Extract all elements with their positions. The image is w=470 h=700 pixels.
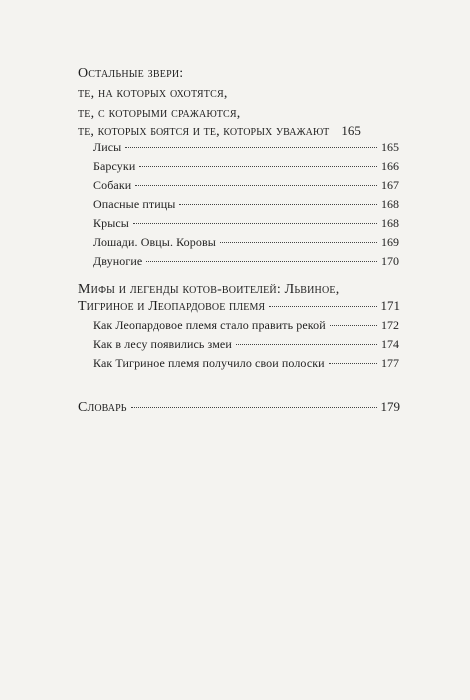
heading-line: Тигриное и Леопардовое племя bbox=[78, 299, 266, 314]
toc-entry[interactable] bbox=[93, 159, 399, 177]
entry-title: Опасные птицы bbox=[93, 197, 176, 211]
toc-heading-row[interactable] bbox=[78, 399, 400, 417]
page-number: 174 bbox=[381, 337, 399, 351]
entry-title: Лошади. Овцы. Коровы bbox=[93, 235, 216, 249]
page-number: 167 bbox=[381, 178, 399, 192]
heading-line: Остальные звери: bbox=[78, 66, 184, 81]
toc-entry[interactable] bbox=[93, 235, 399, 253]
dot-leader bbox=[329, 363, 377, 364]
dot-leader bbox=[330, 325, 377, 326]
heading-line: те, на которых охотятся, bbox=[78, 86, 228, 101]
page-number: 166 bbox=[381, 159, 399, 173]
toc-heading-row[interactable] bbox=[78, 123, 400, 141]
dot-leader bbox=[236, 344, 377, 345]
entry-title: Как в лесу появились змеи bbox=[93, 337, 232, 351]
toc-entry[interactable] bbox=[93, 254, 399, 272]
dot-leader bbox=[131, 407, 377, 408]
toc-entry[interactable] bbox=[93, 318, 399, 336]
page-number: 168 bbox=[381, 216, 399, 230]
entry-title: Как Леопардовое племя стало править рекой bbox=[93, 318, 326, 332]
page-number: 165 bbox=[381, 140, 399, 154]
entry-title: Крысы bbox=[93, 216, 129, 230]
heading-line: Мифы и легенды котов-воителей: Львиное, bbox=[78, 282, 340, 297]
toc-entry[interactable] bbox=[93, 356, 399, 374]
entry-title: Собаки bbox=[93, 178, 132, 192]
heading-line: те, которых боятся и те, которых уважают bbox=[78, 124, 330, 139]
toc-heading-row[interactable] bbox=[78, 298, 400, 316]
entry-title: Барсуки bbox=[93, 159, 136, 173]
dot-leader bbox=[179, 204, 377, 205]
dot-leader bbox=[135, 185, 377, 186]
page-number: 172 bbox=[381, 318, 399, 332]
dot-leader bbox=[139, 166, 377, 167]
dot-leader bbox=[220, 242, 377, 243]
toc-entry[interactable] bbox=[93, 337, 399, 355]
section-heading bbox=[78, 64, 240, 124]
section-heading bbox=[78, 280, 339, 300]
page-number: 170 bbox=[381, 254, 399, 268]
dot-leader bbox=[133, 223, 377, 224]
heading-line: те, с которыми сражаются, bbox=[78, 106, 241, 121]
entry-title: Лисы bbox=[93, 140, 122, 154]
heading-line: Словарь bbox=[78, 400, 127, 415]
page-number: 179 bbox=[380, 399, 400, 414]
dot-leader bbox=[125, 147, 377, 148]
toc-entry[interactable] bbox=[93, 178, 399, 196]
toc-entry[interactable] bbox=[93, 140, 399, 158]
dot-leader bbox=[269, 306, 376, 307]
entry-title: Как Тигриное племя получило свои полоски bbox=[93, 356, 325, 370]
page-number: 171 bbox=[380, 298, 400, 313]
page-number: 169 bbox=[381, 235, 399, 249]
entry-title: Двуногие bbox=[93, 254, 143, 268]
dot-leader bbox=[146, 261, 377, 262]
toc-entry[interactable] bbox=[93, 197, 399, 215]
page-number: 168 bbox=[381, 197, 399, 211]
page-number: 165 bbox=[341, 123, 361, 138]
page-number: 177 bbox=[381, 356, 399, 370]
toc-entry[interactable] bbox=[93, 216, 399, 234]
